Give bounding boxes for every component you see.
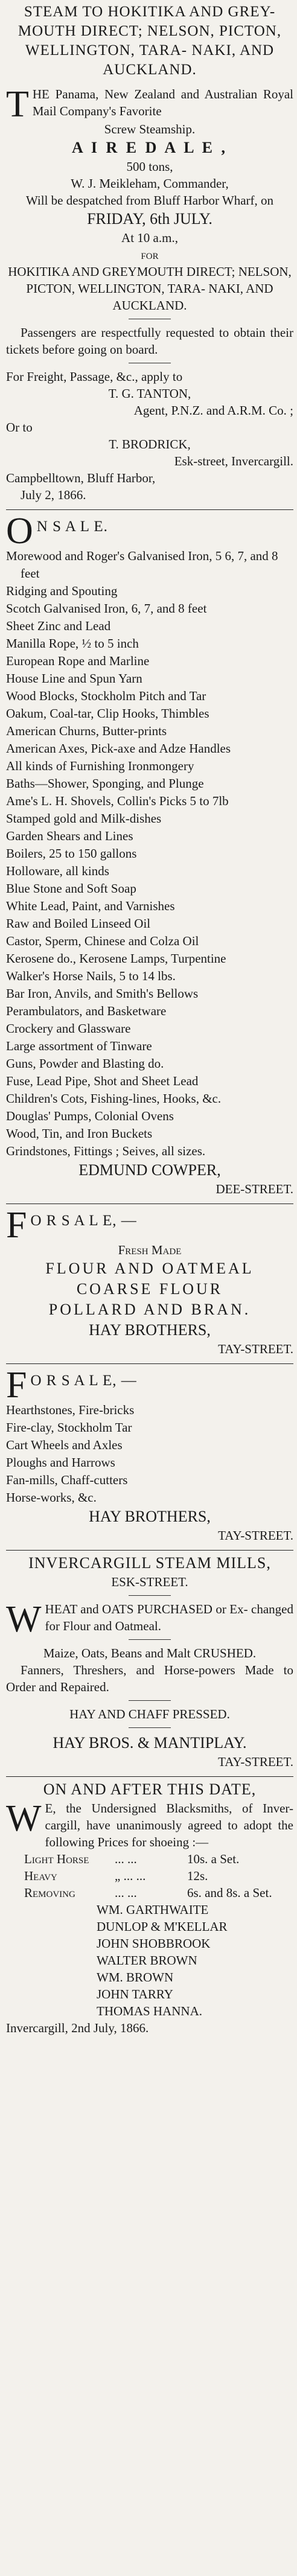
signatory: WM. BROWN — [97, 1970, 174, 1985]
ad1-agent1-name: T. G. TANTON, — [108, 386, 191, 401]
ad-steam-mills — [6, 1550, 293, 1776]
ad5-street: TAY-STREET. — [218, 1755, 293, 1769]
ad2-heading: N S A L E. — [36, 518, 108, 535]
signatory: THOMAS HANNA. — [97, 2004, 203, 2018]
ad4-drop-cap: F — [6, 1366, 27, 1401]
ad1-or-to: Or to — [6, 420, 33, 435]
ad3-line1: FLOUR AND OATMEAL — [45, 1260, 254, 1277]
ad1-dateline: July 2, 1866. — [21, 488, 86, 502]
list-item: Fuse, Lead Pipe, Shot and Sheet Lead — [6, 1074, 199, 1088]
list-item: Raw and Boiled Linseed Oil — [6, 916, 151, 931]
ad1-drop-cap: T — [6, 84, 29, 125]
ad5-body1: HEAT and OATS PURCHASED or Ex- changed for Flour and Oatmeal. — [45, 1602, 293, 1633]
ad5-body3: Fanners, Threshers, and Horse-powers Made to Order and Repaired. — [6, 1663, 293, 1694]
ad3-line2: COARSE FLOUR — [76, 1280, 223, 1298]
ad1-despatch: Will be despatched from Bluff Harbor Wharf, on — [25, 193, 274, 208]
list-item: European Rope and Marline — [6, 654, 150, 668]
ad1-agent2-addr: Esk-street, Invercargill. — [174, 454, 293, 468]
list-item: Stamped gold and Milk-dishes — [6, 811, 162, 826]
ad1-ship-name: A I R E D A L E , — [71, 139, 228, 156]
ad5-firm: HAY BROS. & MANTIPLAY. — [53, 1734, 247, 1752]
list-item: Walker's Horse Nails, 5 to 14 lbs. — [6, 969, 176, 983]
ad4-street: TAY-STREET. — [218, 1528, 293, 1543]
ad1-place: Campbelltown, Bluff Harbor, — [6, 471, 156, 485]
fee-row — [6, 1867, 293, 1884]
list-item: Fire-clay, Stockholm Tar — [6, 1420, 132, 1435]
signatory: JOHN TARRY — [97, 1987, 173, 2001]
list-item: Perambulators, and Basketware — [6, 1004, 167, 1018]
ad1-tons: 500 tons, — [126, 159, 173, 174]
ad1-for: for — [141, 247, 159, 262]
signatory: WM. GARTHWAITE — [97, 1902, 209, 1917]
list-item: House Line and Spun Yarn — [6, 671, 142, 686]
list-item: Scotch Galvanised Iron, 6, 7, and 8 feet — [6, 601, 207, 616]
list-item: Children's Cots, Fishing-lines, Hooks, &c. — [6, 1091, 222, 1106]
ad6-fee-list — [6, 1851, 293, 1901]
fee-dots: ... ... — [115, 1886, 137, 1900]
ad1-passengers-note: Passengers are respectfully requested to obtain their tickets before going on board. — [6, 325, 293, 357]
ad5-body2: Maize, Oats, Beans and Malt CRUSHED. — [43, 1646, 257, 1660]
list-item: Large assortment of Tinware — [6, 1039, 152, 1053]
list-item: Manilla Rope, ½ to 5 inch — [6, 636, 139, 651]
fee-price: 10s. a Set. — [187, 1852, 240, 1866]
list-item: Guns, Powder and Blasting do. — [6, 1056, 164, 1071]
ad1-time: At 10 a.m., — [121, 231, 178, 245]
list-item: Crockery and Glassware — [6, 1021, 131, 1036]
fee-row — [6, 1851, 293, 1867]
list-item: Cart Wheels and Axles — [6, 1438, 123, 1452]
ad-steamship-airedale — [6, 0, 293, 509]
fee-dots: „ ... ... — [115, 1869, 146, 1883]
list-item: Blue Stone and Soft Soap — [6, 881, 136, 896]
list-item: Douglas' Pumps, Colonial Ovens — [6, 1109, 174, 1123]
ad1-vessel-type: Screw Steamship. — [104, 122, 196, 136]
list-item: Sheet Zinc and Lead — [6, 619, 111, 633]
newspaper-column — [6, 0, 293, 2042]
list-item: Garden Shears and Lines — [6, 829, 133, 843]
list-item: Ploughs and Harrows — [6, 1455, 115, 1470]
fee-price: 12s. — [187, 1869, 208, 1883]
ad4-item-list — [6, 1401, 293, 1506]
ad2-item-list — [6, 547, 293, 1160]
ad3-fresh: Fresh Made — [118, 1243, 182, 1257]
ad2-seller: EDMUND COWPER, — [78, 1161, 221, 1179]
ad1-agent1-desc: Agent, P.N.Z. and A.R.M. Co. ; — [133, 403, 293, 418]
list-item: Holloware, all kinds — [6, 864, 109, 878]
signatory: DUNLOP & M'KELLAR — [97, 1919, 228, 1934]
list-item: Baths—Shower, Sponging, and Plunge — [6, 776, 204, 791]
list-item: Wood, Tin, and Iron Buckets — [6, 1126, 153, 1141]
fee-item: Heavy — [24, 1869, 57, 1883]
list-item: Oakum, Coal-tar, Clip Hooks, Thimbles — [6, 706, 209, 721]
signatory: WALTER BROWN — [97, 1953, 197, 1968]
ad2-drop-cap: O — [6, 512, 33, 547]
ad5-street-top: ESK-STREET. — [111, 1575, 188, 1589]
ad3-seller: HAY BROTHERS, — [89, 1321, 211, 1339]
list-item: Grindstones, Fittings ; Seives, all sizes. — [6, 1144, 206, 1158]
list-item: Morewood and Roger's Galvanised Iron, 5 6, 7, and 8 feet — [6, 549, 278, 581]
ad3-drop-cap: F — [6, 1207, 27, 1242]
ad1-apply: For Freight, Passage, &c., apply to — [6, 369, 183, 384]
fee-item: Light Horse — [24, 1852, 89, 1866]
list-item: White Lead, Paint, and Varnishes — [6, 899, 175, 913]
list-item: American Axes, Pick-axe and Adze Handles — [6, 741, 231, 756]
ad3-street: TAY-STREET. — [218, 1342, 293, 1356]
ad6-body: E, the Undersigned Blacksmiths, of Inver- cargill, have unanimously agreed to adopt the following Prices for shoeing :— — [45, 1801, 293, 1849]
list-item: Fan-mills, Chaff-cutters — [6, 1473, 128, 1487]
ad6-title: ON AND AFTER THIS DATE, — [43, 1781, 257, 1798]
ad-for-sale-hardware — [6, 1363, 293, 1550]
ad6-drop-cap: W — [6, 1798, 42, 1839]
ad5-body4: HAY AND CHAFF PRESSED. — [69, 1707, 230, 1721]
list-item: Bar Iron, Anvils, and Smith's Bellows — [6, 986, 199, 1001]
fee-item: Removing — [24, 1886, 75, 1900]
ad1-headline: STEAM TO HOKITIKA AND GREY- MOUTH DIRECT; NELSON, PICTON, WELLINGTON, TARA- NAKI, AND AUCKLAND. — [18, 4, 282, 78]
ad-for-sale-flour — [6, 1204, 293, 1363]
list-item: Kerosene do., Kerosene Lamps, Turpentine — [6, 951, 226, 966]
fee-dots: ... ... — [115, 1852, 137, 1866]
ad3-line3: POLLARD AND BRAN. — [48, 1301, 251, 1318]
list-item: Ridging and Spouting — [6, 584, 118, 598]
ad6-signatories — [6, 1901, 293, 2020]
list-item: Boilers, 25 to 150 gallons — [6, 846, 137, 861]
ad6-dateline: Invercargill, 2nd July, 1866. — [6, 2021, 149, 2035]
ad1-commander: W. J. Meikleham, Commander, — [71, 176, 229, 191]
ad1-intro: HE Panama, New Zealand and Australian Royal Mail Company's Favorite — [32, 87, 293, 118]
ad-on-sale-cowper — [6, 509, 293, 1204]
list-item: American Churns, Butter-prints — [6, 724, 167, 738]
ad1-agent2-name: T. BRODRICK, — [109, 437, 191, 451]
signatory: JOHN SHOBBROOK — [97, 1936, 211, 1951]
list-item: Hearthstones, Fire-bricks — [6, 1403, 135, 1417]
ad-blacksmiths — [6, 1776, 293, 2042]
list-item: Ame's L. H. Shovels, Collin's Picks 5 to 7lb — [6, 794, 229, 808]
ad2-street: DEE-STREET. — [216, 1182, 293, 1196]
ad5-drop-cap: W — [6, 1599, 42, 1640]
ad1-date: FRIDAY, 6th JULY. — [87, 210, 212, 228]
ad4-seller: HAY BROTHERS, — [89, 1508, 211, 1525]
list-item: Castor, Sperm, Chinese and Colza Oil — [6, 934, 199, 948]
ad5-title: INVERCARGILL STEAM MILLS, — [28, 1554, 271, 1572]
list-item: All kinds of Furnishing Ironmongery — [6, 759, 194, 773]
fee-price: 6s. and 8s. a Set. — [187, 1886, 272, 1900]
fee-row — [6, 1884, 293, 1901]
list-item: Wood Blocks, Stockholm Pitch and Tar — [6, 689, 206, 703]
ad1-destinations: HOKITIKA AND GREYMOUTH DIRECT; NELSON, PICTON, WELLINGTON, TARA- NAKI, AND AUCKLAND. — [8, 264, 292, 313]
ad3-heading: O R S A L E, — — [30, 1213, 137, 1229]
ad4-heading: O R S A L E, — — [30, 1372, 137, 1389]
list-item: Horse-works, &c. — [6, 1490, 97, 1505]
